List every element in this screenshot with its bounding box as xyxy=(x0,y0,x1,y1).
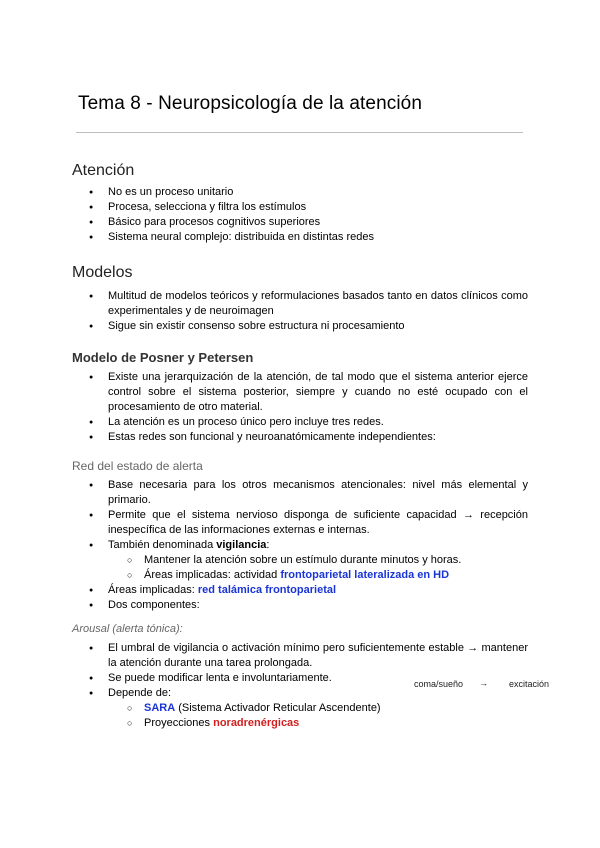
list-item xyxy=(0,538,528,553)
highlight-blue: SARA xyxy=(144,702,176,714)
modelos-list xyxy=(0,289,528,334)
list-item xyxy=(0,583,528,598)
alerta-list xyxy=(0,478,528,613)
heading-red-alerta: Red del estado de alerta xyxy=(72,459,203,473)
item-text: Proyecciones xyxy=(144,717,214,729)
heading-arousal: Arousal (alerta tónica): xyxy=(72,623,183,635)
item-text: Áreas implicadas: actividad xyxy=(144,569,281,581)
posner-list xyxy=(0,370,528,445)
sub-list-item xyxy=(0,701,528,716)
list-item: ● La atención es un proceso único pero incluye tres redes. xyxy=(0,415,528,430)
list-item: ● Básico para procesos cognitivos superiores xyxy=(0,215,528,230)
list-item: ● Base necesaria para los otros mecanismos atencionales: nivel más elemental y primario. xyxy=(0,478,528,508)
sub-list-item xyxy=(0,716,528,731)
list-item: ● Multitud de modelos teóricos y reformulaciones basados tanto en datos clínicos como experimentales y de neuroimagen xyxy=(0,289,528,319)
list-item: ● Estas redes son funcional y neuroanatómicamente independientes: xyxy=(0,430,528,445)
list-item: ● Sistema neural complejo: distribuida en distintas redes xyxy=(0,230,528,245)
list-item: ● No es un proceso unitario xyxy=(0,185,528,200)
item-text: (Sistema Activador Reticular Ascendente) xyxy=(175,702,381,714)
list-item: ● Sigue sin existir consenso sobre estructura ni procesamiento xyxy=(0,319,528,334)
heading-posner-petersen: Modelo de Posner y Petersen xyxy=(72,350,254,365)
list-item: ● Permite que el sistema nervioso disponga de suficiente capacidad → recepción inespecífica de las informaciones externas e internas. xyxy=(0,508,528,538)
list-item: ● El umbral de vigilancia o activación mínimo pero suficientemente estable → mantener la atención durante una tarea prolongada. xyxy=(0,641,528,671)
list-item: ● Se puede modificar lenta e involuntariamente. xyxy=(0,671,528,686)
sub-list-item xyxy=(0,568,528,583)
item-text: : xyxy=(266,539,270,551)
item-text: También denominada xyxy=(108,539,217,551)
heading-modelos: Modelos xyxy=(72,264,133,281)
sub-list-item: ○ Mantener la atención sobre un estímulo durante minutos y horas. xyxy=(0,553,528,568)
list-item: ● Depende de: xyxy=(0,686,528,701)
item-bold: vigilancia xyxy=(216,539,267,551)
highlight-blue: red talámica frontoparietal xyxy=(197,584,337,596)
document-title: Tema 8 - Neuropsicología de la atención xyxy=(78,93,422,114)
heading-atencion: Atención xyxy=(72,162,135,179)
side-note-coma: coma/sueño xyxy=(414,679,464,689)
list-item: ● Procesa, selecciona y filtra los estímulos xyxy=(0,200,528,215)
list-item: ● Existe una jerarquización de la atención, de tal modo que el sistema anterior ejerce control sobre el sistema posterior, siempre y cuando no esté ocupado con el procesamiento de otro material. xyxy=(0,370,528,415)
atencion-list xyxy=(0,185,528,245)
arrow-right-icon: → xyxy=(479,678,488,688)
item-text: Áreas implicadas: xyxy=(108,584,198,596)
highlight-red: noradrenérgicas xyxy=(213,717,300,729)
list-item: ● Dos componentes: xyxy=(0,598,528,613)
title-divider xyxy=(76,132,523,133)
side-note-excitacion: excitación xyxy=(509,679,550,689)
highlight-blue: frontoparietal lateralizada en HD xyxy=(280,569,450,581)
